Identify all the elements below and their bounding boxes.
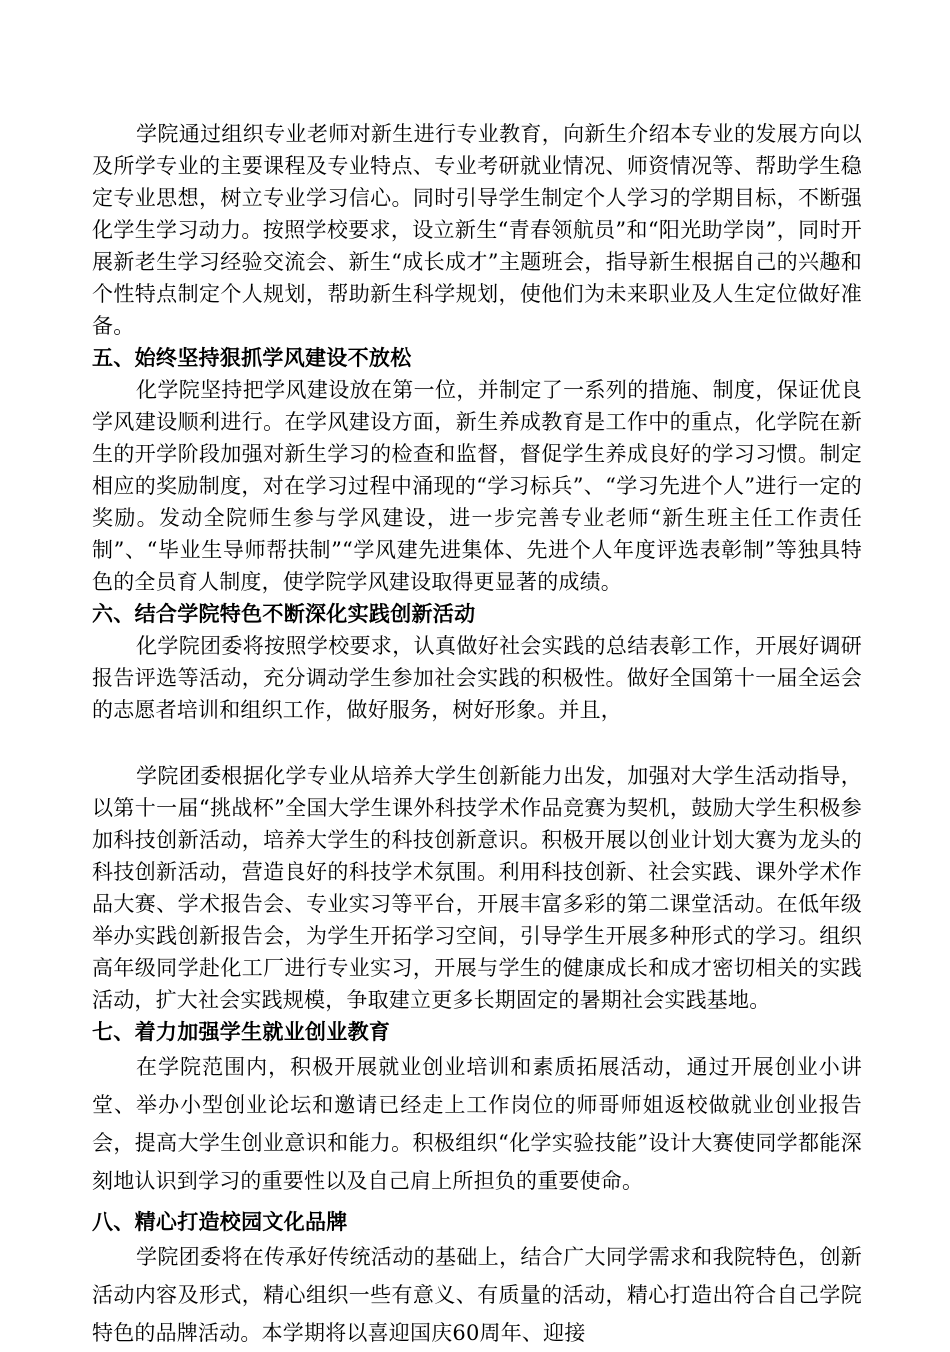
heading-section-7: 七、着力加强学生就业创业教育 bbox=[92, 1019, 391, 1044]
blank-gap bbox=[92, 726, 862, 760]
paragraph-innovation-activities: 学院团委根据化学专业从培养大学生创新能力出发，加强对大学生活动指导，以第十一届“挑战杯”全国大学生课外科技学术作品竞赛为契机，鼓励大学生积极参加科技创新活动，培养大学生的科技创新意识。积极开展以创业计划大赛为龙头的科技创新活动，营造良好的科技学术氛围。利用科技创新、社会实践、课外学术作品大赛、学术报告会、专业实习等平台，开展丰富多彩的第二课堂活动。在低年级举办实践创新报告会，为学生开拓学习空间，引导学生开展多种形式的学习。组织高年级同学赴化工厂进行专业实习，开展与学生的健康成长和成才密切相关的实践活动，扩大社会实践规模，争取建立更多长期固定的暑期社会实践基地。 bbox=[92, 764, 862, 1012]
paragraph-study-style: 化学院坚持把学风建设放在第一位，并制定了一系列的措施、制度，保证优良学风建设顺利进行。在学风建设方面，新生养成教育是工作中的重点，化学院在新生的开学阶段加强对新生学习的检查和监督，督促学生养成良好的学习习惯。制定相应的奖励制度，对在学习过程中涌现的“学习标兵”、“学习先进个人”进行一定的奖励。发动全院师生参与学风建设，进一步完善专业老师“新生班主任工作责任制”、“毕业生导师帮扶制”“学风建先进集体、先进个人年度评选表彰制”等独具特色的全员育人制度，使学院学风建设取得更显著的成绩。 bbox=[92, 378, 862, 594]
paragraph-social-practice: 化学院团委将按照学校要求，认真做好社会实践的总结表彰工作，开展好调研报告评选等活动，充分调动学生参加社会实践的积极性。做好全国第十一届全运会的志愿者培训和组织工作，做好服务，树好形象。并且， bbox=[92, 634, 862, 722]
paragraph-new-student-education: 学院通过组织专业老师对新生进行专业教育，向新生介绍本专业的发展方向以及所学专业的主要课程及专业特点、专业考研就业情况、师资情况等、帮助学生稳定专业思想，树立专业学习信心。同时引导学生制定个人学习的学期目标，不断强化学生学习动力。按照学校要求，设立新生“青春领航员”和“阳光助学岗”，同时开展新老生学习经验交流会、新生“成长成才”主题班会，指导新生根据自己的兴趣和个性特点制定个人规划，帮助新生科学规划，使他们为未来职业及人生定位做好准备。 bbox=[92, 122, 862, 338]
heading-section-8: 八、精心打造校园文化品牌 bbox=[92, 1209, 348, 1234]
heading-section-6: 六、结合学院特色不断深化实践创新活动 bbox=[92, 601, 476, 626]
paragraph-employment-education: 在学院范围内，积极开展就业创业培训和素质拓展活动，通过开展创业小讲堂、举办小型创业论坛和邀请已经走上工作岗位的师哥师姐返校做就业创业报告会，提高大学生创业意识和能力。积极组织“化学实验技能”设计大赛使同学都能深刻地认识到学习的重要性以及自己肩上所担负的重要使命。 bbox=[92, 1055, 862, 1193]
document-page bbox=[92, 118, 862, 1352]
heading-section-5: 五、始终坚持狠抓学风建设不放松 bbox=[92, 345, 412, 370]
paragraph-campus-culture: 学院团委将在传承好传统活动的基础上，结合广大同学需求和我院特色，创新活动内容及形式，精心组织一些有意义、有质量的活动，精心打造出符合自己学院特色的品牌活动。本学期将以喜迎国庆60周年、迎接 bbox=[92, 1245, 862, 1345]
